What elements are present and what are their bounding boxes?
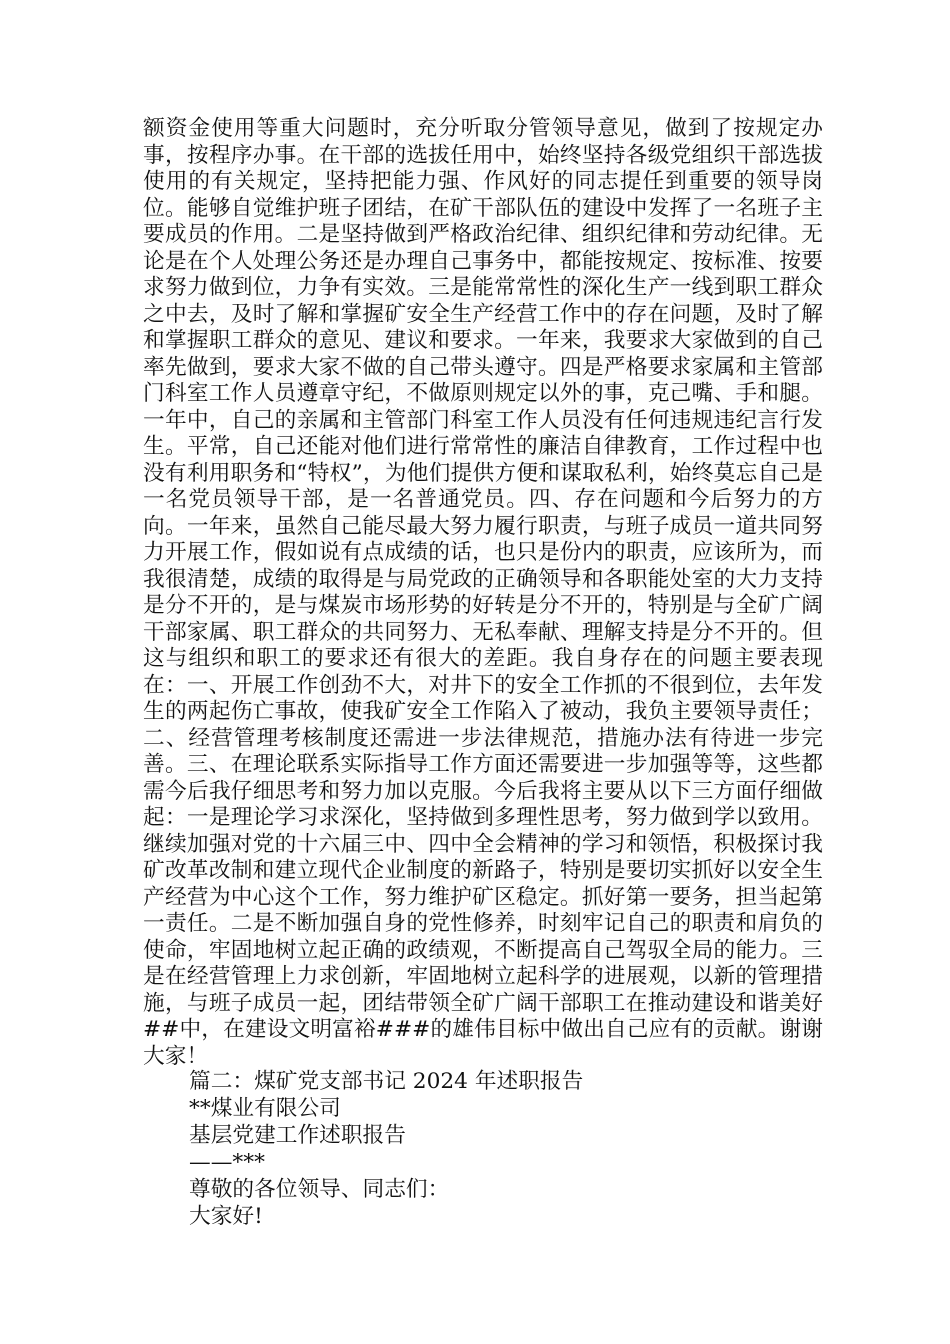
report-title: 基层党建工作述职报告 bbox=[189, 1123, 406, 1148]
section-title: 篇二：煤矿党支部书记 2024 年述职报告 bbox=[189, 1069, 584, 1094]
author-line: ——*** bbox=[189, 1150, 265, 1175]
body-paragraph: 额资金使用等重大问题时，充分听取分管领导意见，做到了按规定办事，按程序办事。在干部的选拔任用中，始终坚持各级党组织干部选拔使用的有关规定，坚持把能力强、作风好的同志提任到重要的领导岗位。能够自觉维护班子团结，在矿干部队伍的建设中发挥了一名班子主要成员的作用。二是坚持做到严格政治纪律、组织纪律和劳动纪律。无论是在个人处理公务还是办理自己事务中，都能按规定、按标准、按要求努力做到位，力争有实效。三是能常常性的深化生产一线到职工群众之中去，及时了解和掌握矿安全生产经营工作中的存在问题，及时了解和掌握职工群众的意见、建议和要求。一年来，我要求大家做到的自己率先做到，要求大家不做的自己带头遵守。四是严格要求家属和主管部门科室工作人员遵章守纪，不做原则规定以外的事，克己嘴、手和腿。一年中，自己的亲属和主管部门科室工作人员没有任何违规违纪言行发生。平常，自己还能对他们进行常常性的廉洁自律教育，工作过程中也没有利用职务和“特权”，为他们提供方便和谋取私利，始终莫忘自己是一名党员领导干部，是一名普通党员。四、存在问题和今后努力的方向。一年来，虽然自己能尽最大努力履行职责，与班子成员一道共同努力开展工作，假如说有点成绩的话，也只是份内的职责，应该所为，而我很清楚，成绩的取得是与局党政的正确领导和各职能处室的大力支持是分不开的，是与煤炭市场形势的好转是分不开的，特别是与全矿广阔干部家属、职工群众的共同努力、无私奉献、理解支持是分不开的。但这与组织和职工的要求还有很大的差距。我自身存在的问题主要表现在：一、开展工作创劲不大，对井下的安全工作抓的不很到位，去年发生的两起伤亡事故，使我矿安全工作陷入了被动，我负主要领导责任；二、经营管理考核制度还需进一步法律规范，措施办法有待进一步完善。三、在理论联系实际指导工作方面还需要进一步加强等等，这些都需今后我仔细思考和努力加以克服。今后我将主要从以下三方面仔细做起：一是理论学习求深化，坚持做到多理性思考，努力做到学以致用。继续加强对党的十六届三中、四中全会精神的学习和领悟，积极探讨我矿改革改制和建立现代企业制度的新路子，特别是要切实抓好以安全生产经营为中心这个工作，努力维护矿区稳定。抓好第一要务，担当起第一责任。二是不断加强自身的党性修养，时刻牢记自己的职责和肩负的使命，牢固地树立起正确的政绩观，不断提高自己驾驭全局的能力。三是在经营管理上力求创新，牢固地树立起科学的进展观，以新的管理措施，与班子成员一起，团结带领全矿广阔干部职工在推动建设和谐美好##中，在建设文明富裕###的雄伟目标中做出自己应有的贡献。谢谢大家！ bbox=[143, 116, 823, 1069]
greeting: 大家好! bbox=[189, 1204, 263, 1229]
section-two bbox=[143, 1068, 823, 1230]
company-name: **煤业有限公司 bbox=[189, 1096, 341, 1121]
salutation: 尊敬的各位领导、同志们： bbox=[189, 1177, 450, 1202]
